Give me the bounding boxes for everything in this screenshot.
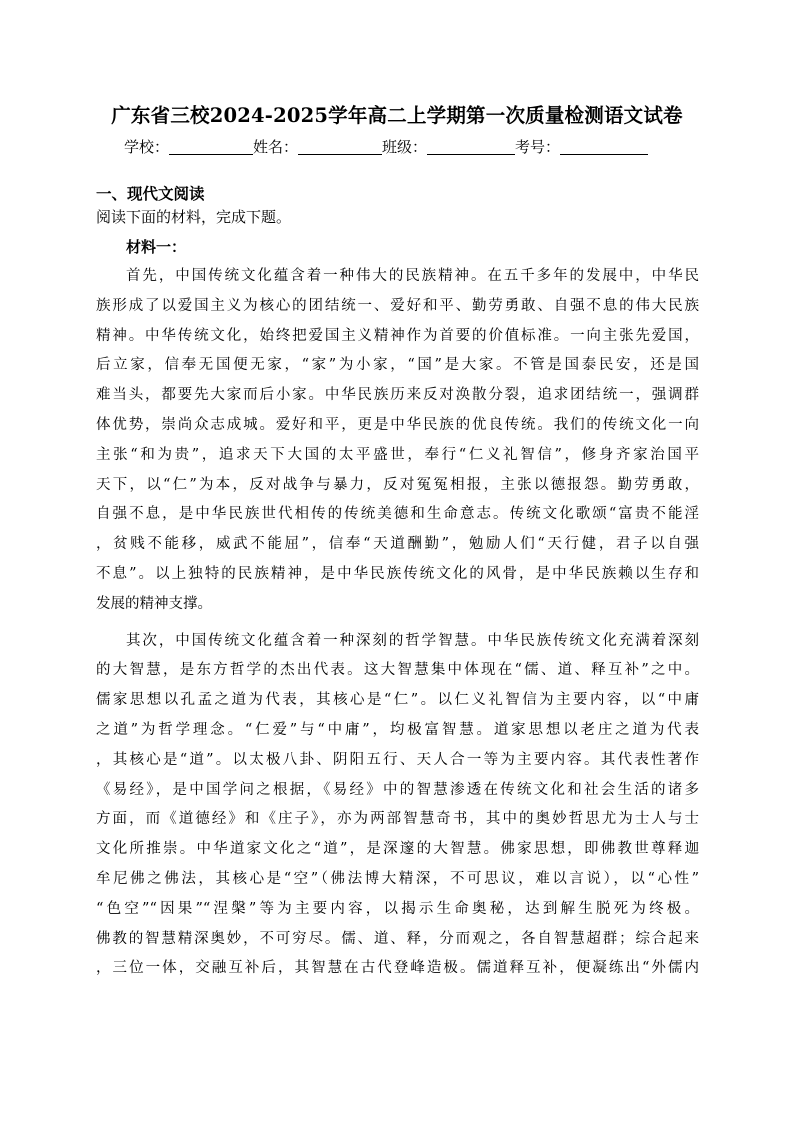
- paragraph-line: 难当头，都要先大家而后小家。中华民族历来反对涣散分裂，追求团结统一，强调群: [96, 387, 699, 404]
- paragraph-line: 主张“和为贵”，追求天下大国的太平盛世，奉行“仁义礼智信”，修身齐家治国平: [96, 446, 699, 463]
- paragraph-gap: [96, 620, 699, 627]
- reading-instruction: 阅读下面的材料，完成下题。: [96, 208, 292, 226]
- section-heading: 一、现代文阅读: [96, 185, 205, 203]
- paragraph-line: 自强不息，是中华民族世代相传的传统美德和生命意志。传统文化歌颂“富贵不能淫: [96, 506, 699, 523]
- student-info-row: [124, 136, 684, 157]
- paragraph-line: 其次，中国传统文化蕴含着一种深刻的哲学智慧。中华民族传统文化充满着深刻: [126, 632, 699, 649]
- paragraph-line: 牟尼佛之佛法，其核心是“空”（佛法博大精深，不可思议，难以言说），以“心性”: [96, 870, 699, 887]
- paragraph-line: 的大智慧，是东方哲学的杰出代表。这大智慧集中体现在“儒、道、释互补”之中。: [96, 662, 699, 679]
- class-label: 班级：: [382, 138, 428, 156]
- paragraph-line: “色空”“因果”“涅槃”等为主要内容，以揭示生命奥秘，达到解生脱死为终极。: [96, 900, 699, 917]
- paragraph-line: 《易经》，是中国学问之根据，《易经》中的智慧渗透在传统文化和社会生活的诸多: [96, 781, 699, 798]
- paragraph-line: 之道”为哲学理念。“仁爱”与“中庸”，均极富智慧。道家思想以老庄之道为代表: [96, 721, 699, 738]
- reading-passage: [96, 262, 699, 984]
- name-blank: [298, 139, 382, 155]
- paragraph-line: ，其核心是“道”。以太极八卦、阴阳五行、天人合一等为主要内容。其代表性著作: [96, 751, 699, 768]
- paragraph-line: 方面，而《道德经》和《庄子》，亦为两部智慧奇书，其中的奥妙哲思尤为士人与士: [96, 811, 699, 828]
- paragraph-line: 天下，以“仁”为本，反对战争与暴力，反对冤冤相报，主张以德报怨。勤劳勇敢，: [96, 476, 699, 493]
- paragraph-line: 后立家，信奉无国便无家，“家”为小家，“国”是大家。不管是国泰民安，还是国: [96, 357, 699, 374]
- school-blank: [169, 139, 253, 155]
- paragraph-line: 首先，中国传统文化蕴含着一种伟大的民族精神。在五千多年的发展中，中华民: [126, 268, 699, 284]
- paragraph-line: 不息”。以上独特的民族精神，是中华民族传统文化的风骨，是中华民族赖以生存和: [96, 565, 699, 582]
- paragraph-line: 发展的精神支撑。: [96, 595, 212, 612]
- paragraph-line: 精神。中华传统文化，始终把爱国主义精神作为首要的价值标准。一向主张先爱国，: [96, 327, 699, 344]
- name-label: 姓名：: [253, 138, 299, 156]
- exam-title: 广东省三校2024-2025学年高二上学期第一次质量检测语文试卷: [111, 104, 683, 127]
- class-blank: [427, 139, 515, 155]
- school-label: 学校：: [124, 138, 170, 156]
- exam-number-blank: [560, 139, 648, 155]
- paragraph-line: 文化所推崇。中华道家文化之“道”，是深邃的大智慧。佛家思想，即佛教世尊释迦: [96, 841, 699, 858]
- paragraph-line: 体优势，崇尚众志成城。爱好和平，更是中华民族的优良传统。我们的传统文化一向: [96, 416, 699, 433]
- paragraph-line: 儒家思想以孔孟之道为代表，其核心是“仁”。以仁义礼智信为主要内容，以“中庸: [96, 692, 699, 709]
- paragraph-line: ，贫贱不能移，威武不能屈”，信奉“天道酬勤”，勉励人们“天行健，君子以自强: [96, 536, 699, 553]
- paragraph-line: 佛教的智慧精深奥妙，不可穷尽。儒、道、释，分而观之，各自智慧超群；综合起来: [96, 930, 699, 947]
- paragraph-line: ，三位一体，交融互补后，其智慧在古代登峰造极。儒道释互补，便凝练出“外儒内: [96, 960, 699, 977]
- exam-number-label: 考号：: [515, 138, 561, 156]
- material-label: 材料一：: [126, 238, 187, 256]
- paragraph-line: 族形成了以爱国主义为核心的团结统一、爱好和平、勤劳勇敢、自强不息的伟大民族: [96, 297, 699, 314]
